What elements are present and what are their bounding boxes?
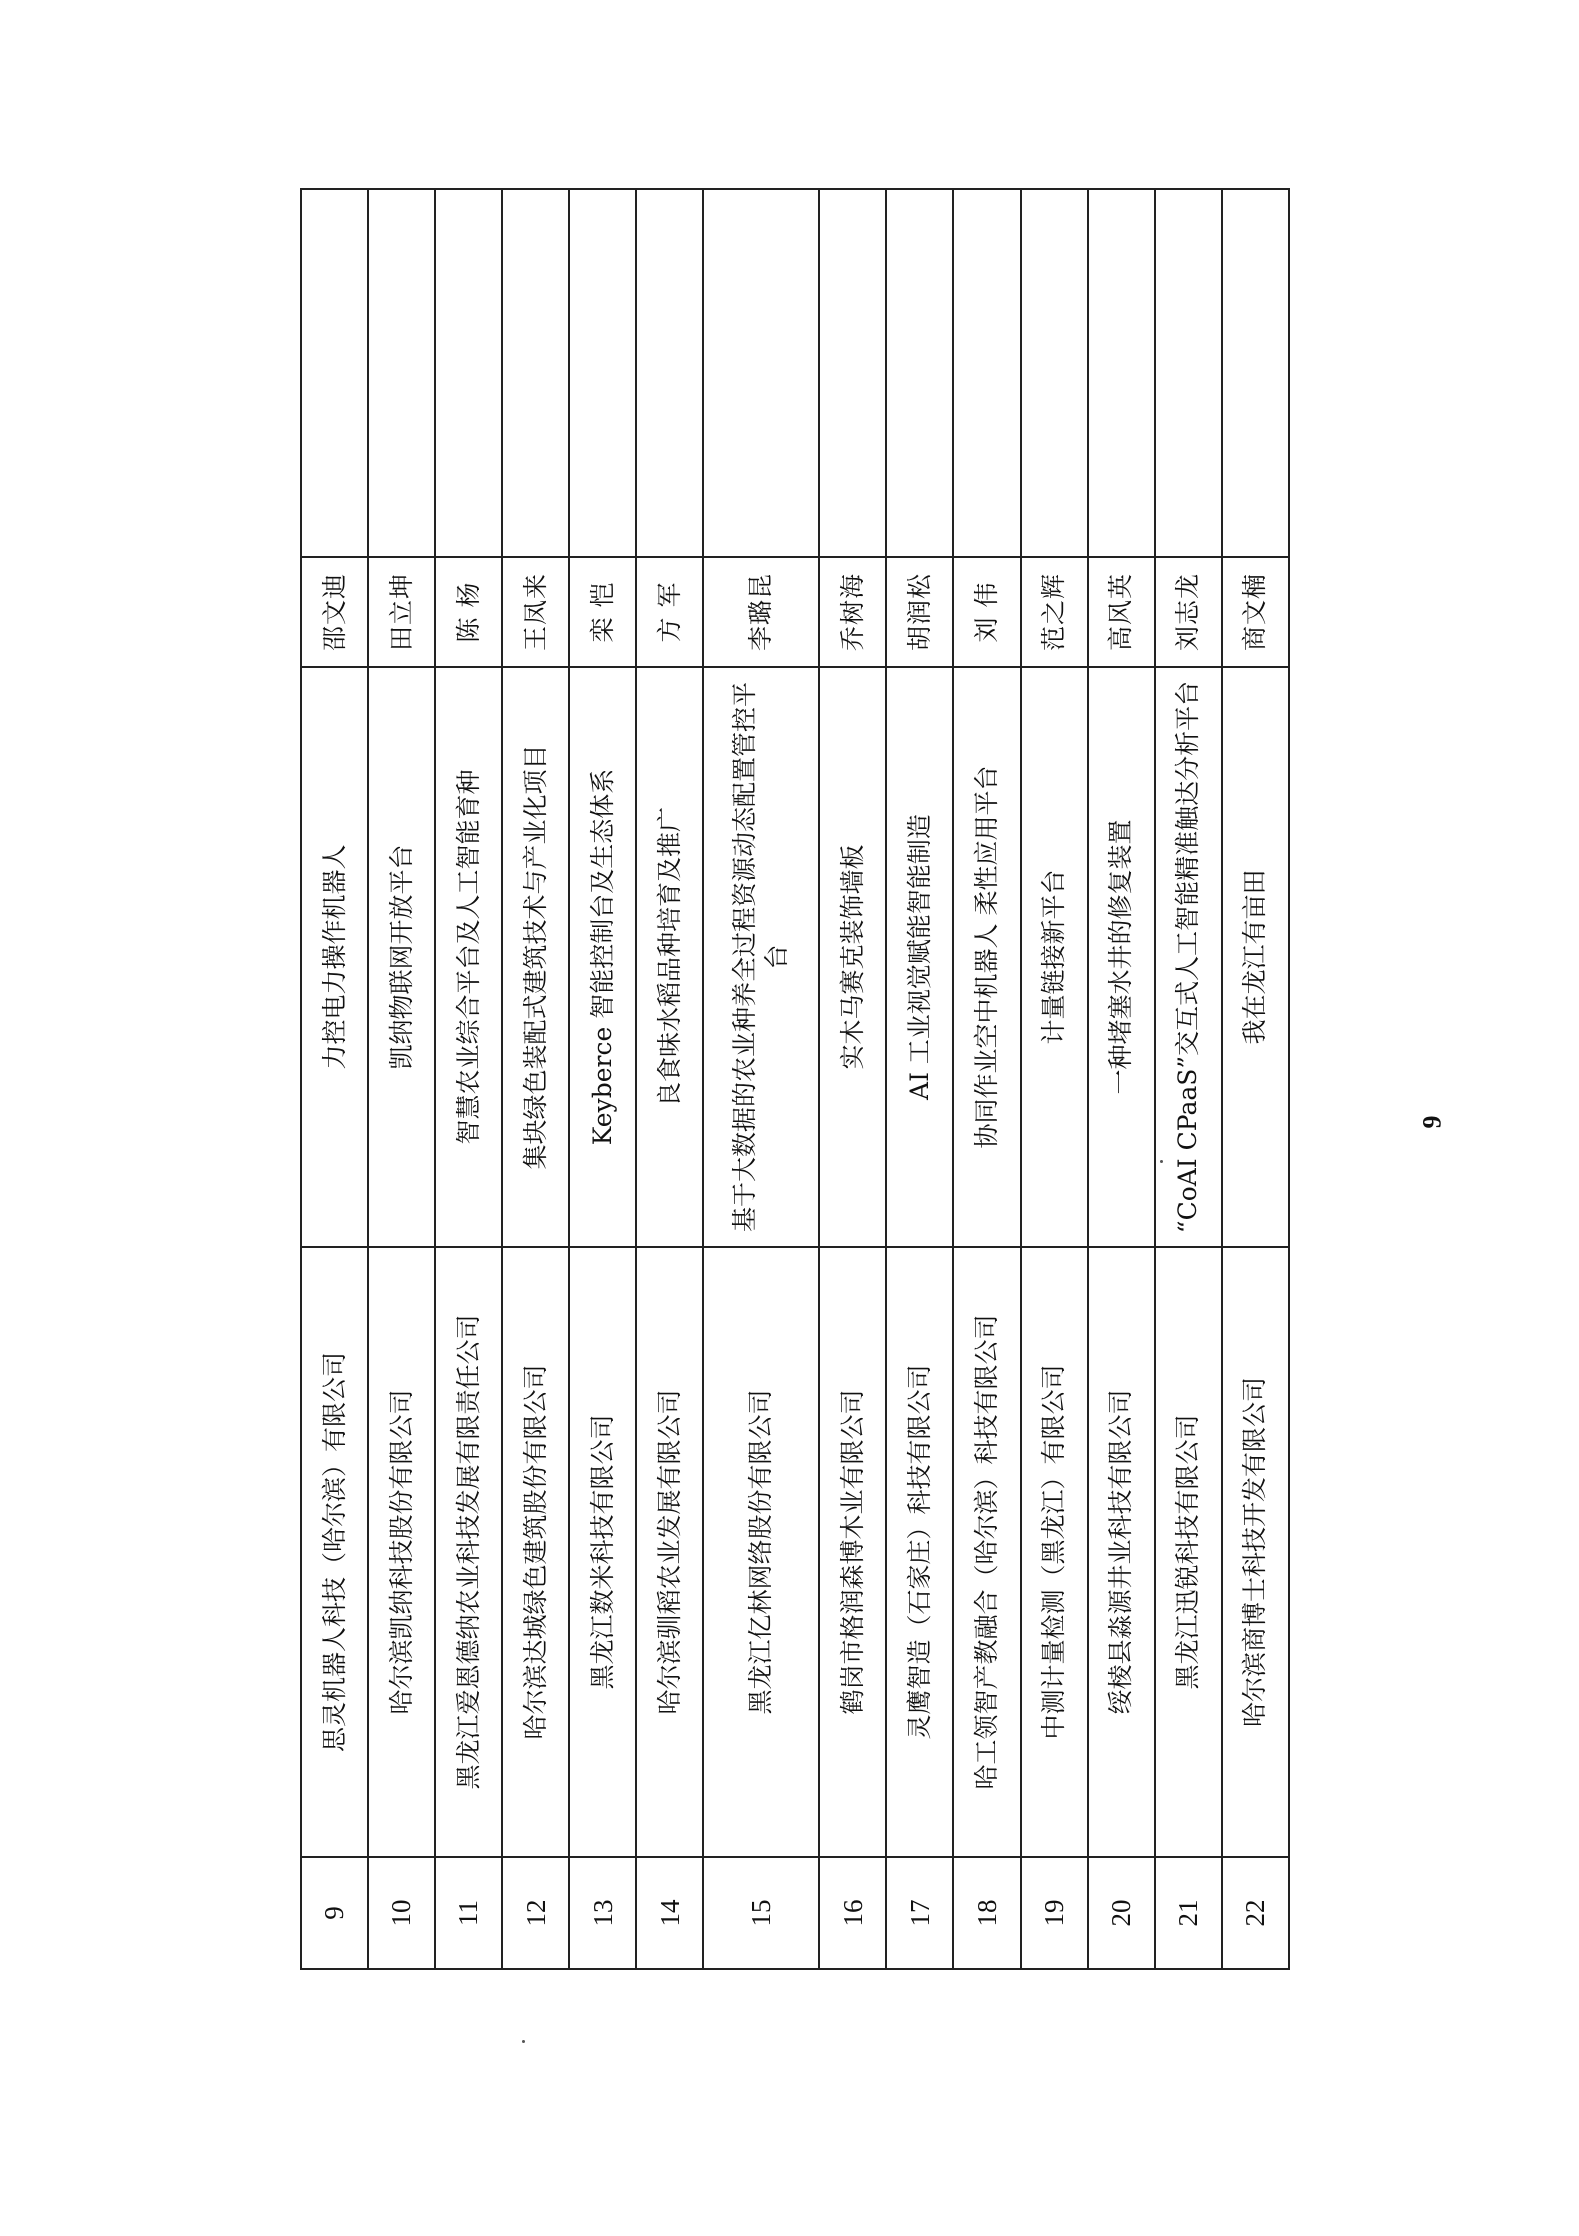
project-lead: 邵文迪	[301, 557, 368, 667]
project-lead: 陈 杨	[435, 557, 502, 667]
remarks-cell	[301, 189, 368, 557]
project-name: 实木马赛克装饰墙板	[819, 667, 886, 1247]
project-lead: 栾 恺	[569, 557, 636, 667]
company-name: 鹤岗市格润森博木业有限公司	[819, 1247, 886, 1857]
row-number: 16	[819, 1857, 886, 1969]
row-number: 10	[368, 1857, 435, 1969]
row-number: 19	[1021, 1857, 1088, 1969]
remarks-cell	[569, 189, 636, 557]
company-name: 灵鹰智造（石家庄）科技有限公司	[886, 1247, 953, 1857]
company-name: 哈尔滨商博士科技开发有限公司	[1222, 1247, 1289, 1857]
table-row	[569, 189, 636, 1969]
row-number: 12	[502, 1857, 569, 1969]
row-number: 17	[886, 1857, 953, 1969]
table-row	[819, 189, 886, 1969]
remarks-cell	[819, 189, 886, 557]
row-number: 9	[301, 1857, 368, 1969]
table-row	[953, 189, 1020, 1969]
row-number: 11	[435, 1857, 502, 1969]
remarks-cell	[435, 189, 502, 557]
company-name: 绥棱县淼源井业科技有限公司	[1088, 1247, 1155, 1857]
remarks-cell	[703, 189, 819, 557]
project-lead: 范之辉	[1021, 557, 1088, 667]
project-name: 力控电力操作机器人	[301, 667, 368, 1247]
project-table	[300, 188, 1290, 1970]
row-number: 22	[1222, 1857, 1289, 1969]
project-lead: 商文楠	[1222, 557, 1289, 667]
project-lead: 刘 伟	[953, 557, 1020, 667]
company-name: 黑龙江迅锐科技有限公司	[1155, 1247, 1222, 1857]
project-lead: 王凤来	[502, 557, 569, 667]
remarks-cell	[502, 189, 569, 557]
company-name: 中测计量检测（黑龙江）有限公司	[1021, 1247, 1088, 1857]
project-lead: 胡润松	[886, 557, 953, 667]
table-row	[886, 189, 953, 1969]
row-number: 13	[569, 1857, 636, 1969]
remarks-cell	[636, 189, 703, 557]
project-name: 凯纳物联网开放平台	[368, 667, 435, 1247]
remarks-cell	[1222, 189, 1289, 557]
row-number: 14	[636, 1857, 703, 1969]
company-name: 哈工领智产教融合（哈尔滨）科技有限公司	[953, 1247, 1020, 1857]
company-name: 思灵机器人科技（哈尔滨）有限公司	[301, 1247, 368, 1857]
company-name: 哈尔滨达城绿色建筑股份有限公司	[502, 1247, 569, 1857]
row-number: 15	[703, 1857, 819, 1969]
row-number: 21	[1155, 1857, 1222, 1969]
scan-speck	[522, 2040, 525, 2043]
project-lead: 刘志龙	[1155, 557, 1222, 667]
project-lead: 李璐昆	[703, 557, 819, 667]
rotated-table-wrapper	[300, 190, 1290, 1970]
table-row	[301, 189, 368, 1969]
project-lead: 高风英	[1088, 557, 1155, 667]
table-row	[703, 189, 819, 1969]
project-name: 智慧农业综合平台及人工智能育种	[435, 667, 502, 1247]
page-number: 9	[1417, 1115, 1447, 1129]
project-name: 我在龙江有亩田	[1222, 667, 1289, 1247]
table-row	[1088, 189, 1155, 1969]
company-name: 哈尔滨驯稻农业发展有限公司	[636, 1247, 703, 1857]
remarks-cell	[886, 189, 953, 557]
table-row	[1155, 189, 1222, 1969]
project-lead: 方 军	[636, 557, 703, 667]
row-number: 20	[1088, 1857, 1155, 1969]
remarks-cell	[953, 189, 1020, 557]
project-name: 协同作业空中机器人 柔性应用平台	[953, 667, 1020, 1247]
company-name: 黑龙江爱恩德纳农业科技发展有限责任公司	[435, 1247, 502, 1857]
project-lead: 乔树海	[819, 557, 886, 667]
project-name: 基于大数据的农业种养全过程资源动态配置管控平台	[703, 667, 819, 1247]
project-name: 良食味水稻品种培育及推广	[636, 667, 703, 1247]
project-name: 集块绿色装配式建筑技术与产业化项目	[502, 667, 569, 1247]
table-row	[502, 189, 569, 1969]
table-row	[1021, 189, 1088, 1969]
scan-speck	[1160, 1160, 1163, 1163]
project-name: 一种堵塞水井的修复装置	[1088, 667, 1155, 1247]
table-body	[301, 189, 1289, 1969]
company-name: 哈尔滨凯纳科技股份有限公司	[368, 1247, 435, 1857]
table-row	[1222, 189, 1289, 1969]
project-name: AI 工业视觉赋能智能制造	[886, 667, 953, 1247]
project-lead: 田立坤	[368, 557, 435, 667]
remarks-cell	[1155, 189, 1222, 557]
remarks-cell	[368, 189, 435, 557]
remarks-cell	[1021, 189, 1088, 557]
company-name: 黑龙江亿林网络股份有限公司	[703, 1247, 819, 1857]
table-row	[636, 189, 703, 1969]
row-number: 18	[953, 1857, 1020, 1969]
table-row	[368, 189, 435, 1969]
table-row	[435, 189, 502, 1969]
project-name: “CoAI CPaaS”交互式人工智能精准触达分析平台	[1155, 667, 1222, 1247]
company-name: 黑龙江数米科技有限公司	[569, 1247, 636, 1857]
project-name: 计量链接新平台	[1021, 667, 1088, 1247]
project-name: Keyberce 智能控制台及生态体系	[569, 667, 636, 1247]
remarks-cell	[1088, 189, 1155, 557]
